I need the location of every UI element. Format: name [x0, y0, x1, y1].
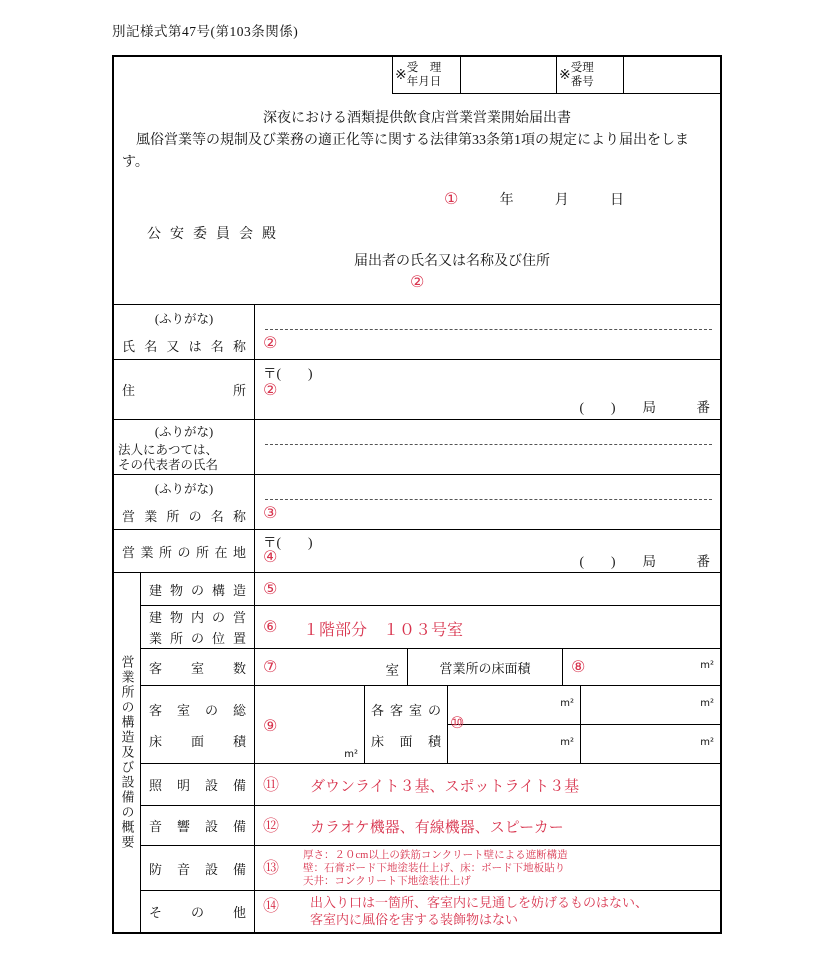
building-structure-label: 建物の構造 [149, 582, 246, 598]
each-room-area-cell-1 [447, 685, 580, 724]
form-title: 深夜における酒類提供飲食店営業営業開始届出書 [263, 111, 571, 126]
other-value-line1: 出入り口は一箇所、客室内に見通しを妨げるものはない、 [310, 895, 649, 910]
soundproof-value-line2: 壁：石膏ボード下地塗装仕上げ、床：ボード下地板貼り [303, 863, 566, 875]
room-count-label-cell [140, 648, 254, 685]
date-year-label: 年 [499, 193, 514, 208]
annotation-2: ② [263, 380, 278, 399]
annotation-5: ⑤ [263, 579, 278, 598]
square-meter-unit: m² [700, 698, 714, 709]
office-position-value: １階部分 １０３号室 [303, 622, 464, 639]
receipt-number-label-line2: 番号 [570, 76, 594, 88]
phone-field: ( ) 局 番 [579, 554, 710, 569]
reference-mark: ※ [559, 67, 571, 83]
address-label-cell [114, 359, 254, 419]
total-floor-area-label-cell [140, 685, 254, 763]
office-name-label: 営業所の名称 [122, 508, 246, 524]
room-count-value-cell [254, 648, 407, 685]
soundproof-value-line3: 天井：コンクリート下地塗装仕上げ [303, 876, 471, 888]
lighting-value-cell [254, 763, 720, 805]
other-label: その他 [149, 905, 246, 920]
lighting-label: 照明設備 [149, 778, 246, 793]
phone-field: ( ) 局 番 [579, 400, 710, 415]
annotation-7: ⑦ [263, 657, 278, 676]
furigana-label: (ふりがな) [154, 424, 214, 439]
sound-value-cell [254, 805, 720, 845]
intro-paragraph: 風俗営業等の規制及び業務の適正化等に関する法律第33条第1項の規定により届出をします。 [122, 133, 689, 170]
receipt-date-value-cell [460, 57, 556, 94]
office-position-label-cell [140, 605, 254, 648]
other-value-line2: 客室内に風俗を害する装飾物はない [310, 911, 519, 927]
representative-value-cell [254, 419, 720, 474]
furigana-label: (ふりがな) [154, 312, 214, 327]
name-value-cell [254, 304, 720, 359]
address-value-cell [254, 359, 720, 419]
reference-mark: ※ [395, 67, 407, 83]
annotation-12: ⑫ [263, 816, 280, 835]
building-structure-value-cell [254, 572, 720, 605]
soundproof-label-cell [140, 845, 254, 890]
office-floor-area-label: 営業所の床面積 [439, 660, 531, 676]
annotation-13: ⑬ [263, 858, 280, 877]
annotation-6: ⑥ [263, 617, 278, 636]
office-floor-area-value-cell [562, 648, 720, 685]
notification-form [112, 55, 722, 934]
annotation-10: ⑩ [450, 713, 465, 732]
receipt-date-label-line2: 年月日 [406, 76, 442, 88]
office-address-value-cell [254, 529, 720, 572]
addressee-line: 公安委員会殿 [147, 227, 285, 242]
soundproof-value-line1: 厚さ：２０cm以上の鉄筋コンクリート壁による遮断構造 [303, 850, 568, 861]
each-room-area-cell-2 [580, 685, 720, 724]
representative-label-line2: その代表者の氏名 [118, 457, 219, 472]
building-structure-label-cell [140, 572, 254, 605]
each-room-label-line2: 床面積 [371, 733, 441, 749]
office-address-label: 営業所の所在地 [122, 544, 246, 560]
sound-label-cell [140, 805, 254, 845]
form-style-number: 別記様式第47号(第103条関係) [112, 24, 299, 39]
date-day-label: 日 [610, 193, 624, 208]
receipt-number-label-cell [556, 57, 623, 94]
furigana-divider [265, 329, 712, 330]
office-position-label-line2: 業所の位置 [149, 631, 246, 646]
square-meter-unit: m² [344, 749, 358, 760]
receipt-number-value-cell [623, 57, 720, 94]
office-name-value-cell [254, 474, 720, 529]
each-room-area-cell-4 [580, 724, 720, 763]
notification-date-line [444, 189, 624, 209]
furigana-label: (ふりがな) [154, 482, 214, 497]
date-month-label: 月 [554, 193, 569, 208]
lighting-label-cell [140, 763, 254, 805]
office-address-label-cell [114, 529, 254, 572]
room-unit-label: 室 [385, 663, 399, 678]
postal-code-field: 〒( ) [263, 535, 313, 550]
square-meter-unit: m² [560, 698, 574, 709]
annotation-1: ① [444, 189, 459, 208]
each-room-floor-area-label-cell [364, 685, 447, 763]
soundproof-label: 防音設備 [149, 861, 246, 877]
address-label: 住所 [122, 383, 246, 398]
annotation-14: ⑭ [263, 896, 280, 915]
receipt-date-label-line1: 受 理 [406, 61, 442, 74]
name-label: 氏名又は名称 [122, 338, 246, 354]
square-meter-unit: m² [700, 660, 714, 671]
lighting-value: ダウンライト３基、スポットライト３基 [310, 779, 580, 795]
square-meter-unit: m² [560, 737, 574, 748]
representative-label-line1: 法人にあつては、 [118, 442, 219, 457]
annotation-2: ② [263, 333, 278, 352]
annotation-9: ⑨ [263, 716, 278, 735]
applicant-caption: 届出者の氏名又は名称及び住所 [354, 254, 550, 269]
total-floor-area-label-line1: 客室の総 [149, 702, 246, 718]
each-room-area-cell-3 [447, 724, 580, 763]
each-room-label-line1: 各客室の [371, 702, 441, 718]
annotation-4: ④ [263, 547, 278, 566]
annotation-11: ⑪ [263, 775, 280, 794]
total-floor-area-value-cell [254, 685, 364, 763]
soundproof-value-cell [254, 845, 720, 890]
furigana-divider [265, 499, 712, 500]
office-position-value-cell [254, 605, 720, 648]
office-name-label-cell [114, 474, 254, 529]
sound-label: 音響設備 [149, 819, 246, 834]
receipt-date-label-cell [392, 57, 460, 94]
furigana-divider [265, 444, 712, 445]
total-floor-area-label-line2: 床面積 [149, 733, 246, 749]
sound-value: カラオケ機器、有線機器、スピーカー [310, 820, 564, 836]
square-meter-unit: m² [700, 737, 714, 748]
postal-code-field: 〒( ) [263, 366, 313, 381]
representative-label-cell [114, 419, 254, 474]
office-floor-area-label-cell [407, 648, 562, 685]
other-value-cell [254, 890, 720, 932]
section-vertical-header: 営業所の構造及び設備の概要 [114, 572, 140, 932]
other-label-cell [140, 890, 254, 932]
annotation-3: ③ [263, 503, 278, 522]
room-count-label: 客室数 [149, 660, 246, 676]
office-position-label-line1: 建物内の営 [149, 610, 246, 625]
receipt-number-label-line1: 受理 [570, 61, 594, 74]
annotation-2: ② [410, 272, 425, 291]
annotation-8: ⑧ [571, 657, 586, 676]
name-label-cell [114, 304, 254, 359]
